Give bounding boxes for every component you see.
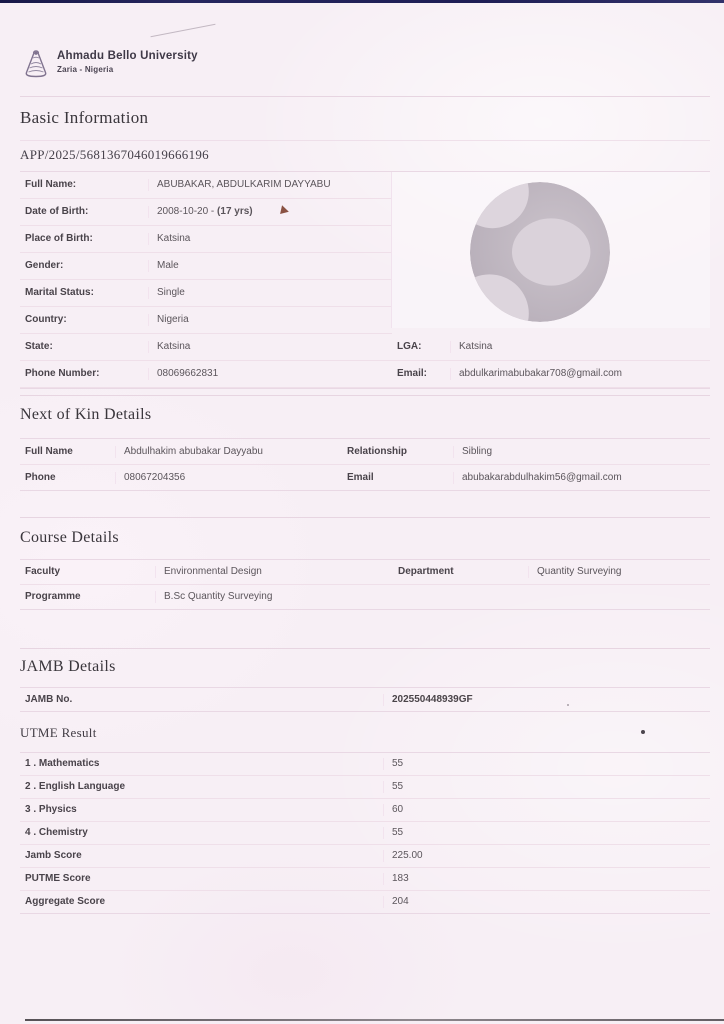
- table-row: [20, 845, 710, 868]
- brand-text: [57, 50, 198, 74]
- field-label: Faculty: [25, 566, 61, 577]
- field-label: Relationship: [347, 445, 408, 457]
- course-details-table: [20, 559, 710, 610]
- table-row: [20, 280, 392, 307]
- basic-info-table: [20, 171, 710, 389]
- table-row: [20, 560, 710, 585]
- field-value: Katsina: [148, 341, 392, 353]
- scan-top-edge: [0, 0, 724, 3]
- field-value: Quantity Surveying: [528, 566, 710, 578]
- heading-rule: [20, 140, 710, 141]
- field-value: [148, 206, 392, 218]
- score-label: 1 . Mathematics: [25, 758, 100, 769]
- field-label: Full Name:: [25, 179, 77, 190]
- field-value: Nigeria: [148, 314, 392, 326]
- table-row: [20, 465, 710, 490]
- field-value: B.Sc Quantity Surveying: [155, 591, 393, 603]
- field-label: Email: [347, 471, 374, 483]
- basic-info-left-column: [20, 172, 392, 334]
- scan-bottom-edge: [25, 1019, 724, 1021]
- section-jamb-details: [20, 648, 710, 914]
- score-value: 55: [383, 781, 710, 793]
- score-value: 204: [383, 896, 710, 908]
- table-row: [20, 868, 710, 891]
- table-row: [20, 891, 710, 913]
- utme-score-table: [20, 752, 710, 914]
- table-row: [20, 822, 710, 845]
- university-name: Ahmadu Bello University: [57, 50, 198, 62]
- field-value: Environmental Design: [155, 566, 393, 578]
- section-course-details: [20, 517, 710, 610]
- section-title: Next of Kin Details: [20, 406, 152, 423]
- score-label: 4 . Chemistry: [25, 827, 88, 838]
- score-label: PUTME Score: [25, 873, 91, 884]
- field-value: 08069662831: [148, 368, 392, 380]
- section-basic-information: [20, 96, 710, 389]
- table-row: [20, 334, 710, 361]
- score-value: 183: [383, 873, 710, 885]
- table-row: [20, 199, 392, 226]
- abu-crest-icon: [24, 50, 48, 78]
- field-label: Date of Birth:: [25, 206, 89, 217]
- score-label: Jamb Score: [25, 850, 82, 861]
- score-label: Aggregate Score: [25, 896, 106, 907]
- scan-speck-artifact: [567, 704, 569, 706]
- field-label: State:: [25, 341, 53, 352]
- jamb-number-value: 202550448939GF: [383, 694, 710, 706]
- field-label: Gender:: [25, 260, 64, 271]
- utme-result-title: UTME Result: [20, 725, 97, 740]
- next-of-kin-table: [20, 438, 710, 491]
- field-value: Katsina: [148, 233, 392, 245]
- section-title: Basic Information: [20, 108, 149, 127]
- field-value: abdulkarimabubakar708@gmail.com: [450, 368, 710, 380]
- university-brand: [24, 50, 198, 78]
- applicant-photo-cell: [391, 172, 710, 328]
- field-label: Programme: [25, 591, 81, 602]
- score-value: 55: [383, 827, 710, 839]
- field-value: ABUBAKAR, ABDULKARIM DAYYABU: [148, 179, 392, 191]
- field-label: Country:: [25, 314, 67, 325]
- table-row: [20, 307, 392, 334]
- jamb-no-table: [20, 687, 710, 712]
- field-value: Katsina: [450, 341, 710, 353]
- score-value: 55: [383, 758, 710, 770]
- field-label: Department: [398, 566, 454, 577]
- section-next-of-kin: [20, 395, 710, 491]
- field-value: Sibling: [453, 446, 710, 458]
- dob-age: (17 yrs): [217, 206, 253, 217]
- field-value: Male: [148, 260, 392, 272]
- scan-scratch-artifact: [151, 24, 216, 38]
- table-row: [20, 439, 710, 465]
- score-value: 225.00: [383, 850, 710, 862]
- table-row: [20, 361, 710, 388]
- field-label: JAMB No.: [25, 693, 73, 705]
- avatar-placeholder-icon: [470, 182, 610, 322]
- field-label: Email:: [397, 368, 428, 379]
- table-row: [20, 253, 392, 280]
- university-location: Zaria - Nigeria: [57, 65, 114, 74]
- field-value: Abdulhakim abubakar Dayyabu: [115, 446, 337, 458]
- table-row: [20, 226, 392, 253]
- field-value: Single: [148, 287, 392, 299]
- table-row: [20, 585, 710, 609]
- score-label: 2 . English Language: [25, 781, 126, 792]
- scan-speck-artifact: [641, 730, 645, 734]
- application-reference: APP/2025/5681367046019666196: [20, 147, 209, 162]
- field-label: Full Name: [25, 445, 73, 457]
- score-value: 60: [383, 804, 710, 816]
- table-row: [20, 753, 710, 776]
- field-value: abubakarabdulhakim56@gmail.com: [453, 472, 710, 484]
- table-row: [20, 776, 710, 799]
- dob-value: 2008-10-20 -: [157, 206, 218, 217]
- field-label: Phone: [25, 471, 56, 483]
- field-label: Marital Status:: [25, 287, 94, 298]
- field-label: Place of Birth:: [25, 233, 93, 244]
- section-title: Course Details: [20, 529, 119, 546]
- table-row: [20, 688, 710, 711]
- section-title: JAMB Details: [20, 658, 116, 675]
- score-label: 3 . Physics: [25, 804, 77, 815]
- field-label: LGA:: [397, 341, 422, 352]
- table-row: [20, 799, 710, 822]
- field-label: Phone Number:: [25, 368, 100, 379]
- field-value: 08067204356: [115, 472, 337, 484]
- table-row: [20, 172, 392, 199]
